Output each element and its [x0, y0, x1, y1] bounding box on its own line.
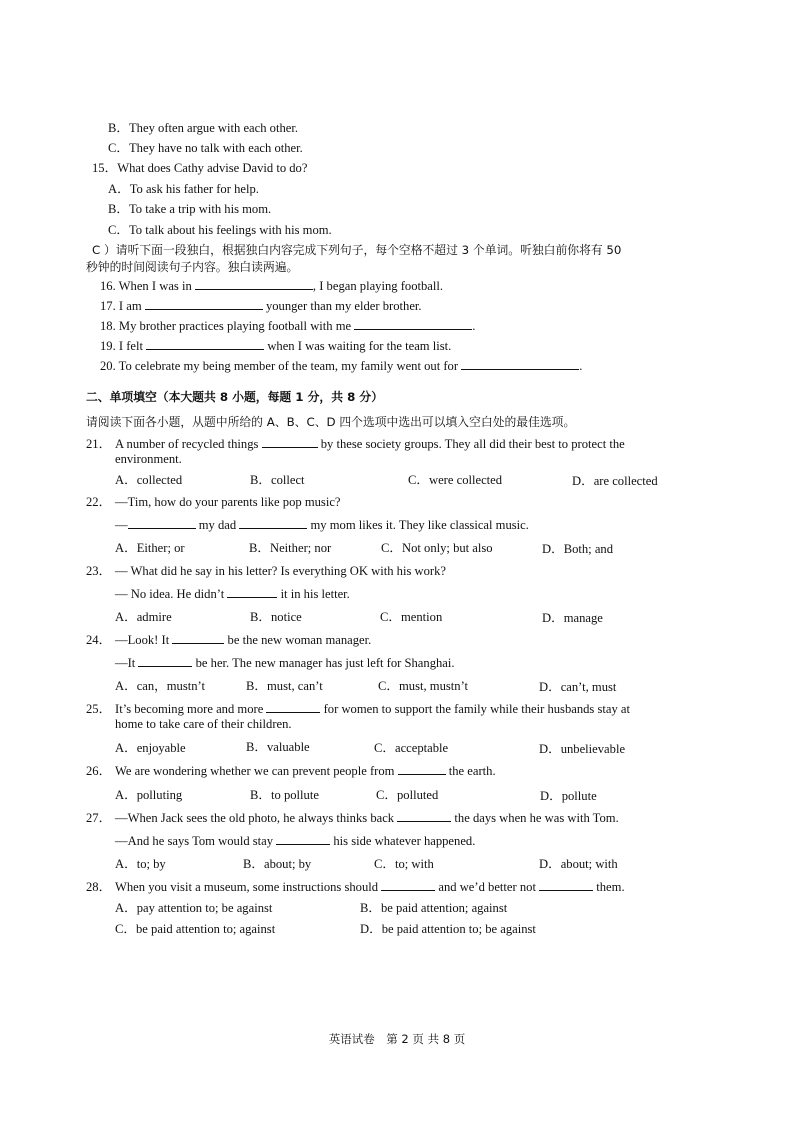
q27-option-b[interactable]: B．about; by [243, 857, 312, 871]
q24-option-d[interactable]: D．can’t, must [539, 680, 617, 694]
page-footer: 英语试卷 第 2 页 共 8 页 [328, 1032, 466, 1046]
section-c-instruction-line2: 秒钟的时间阅读句子内容。独白读两遍。 [86, 260, 299, 274]
q24-blank-2[interactable] [138, 655, 192, 667]
q28-blank-1[interactable] [381, 879, 435, 891]
q19-text-start: 19. I felt [100, 339, 144, 353]
q21-option-a[interactable]: A．collected [115, 473, 183, 487]
q21-option-c[interactable]: C．were collected [408, 473, 503, 487]
q23-text-end: it in his letter. [280, 587, 350, 601]
q22-line2 [115, 517, 529, 533]
q27-blank-1[interactable] [397, 810, 451, 822]
q19-line [100, 338, 451, 354]
q20-text-end: . [579, 359, 583, 373]
q27-text2-end: his side whatever happened. [333, 834, 476, 848]
q26-line1 [115, 763, 496, 779]
q27-text-start: —When Jack sees the old photo, he always thinks back [115, 811, 395, 825]
q18-blank[interactable] [354, 318, 472, 330]
q22-line1: —Tim, how do your parents like pop music? [115, 495, 341, 509]
q21-text-end: by these society groups. They all did their best to protect the [320, 437, 625, 451]
q25-number: 25． [86, 702, 112, 716]
q27-line2 [115, 833, 475, 849]
q27-text2-start: —And he says Tom would stay [115, 834, 274, 848]
q21-option-d[interactable]: D．are collected [572, 474, 658, 488]
q26-blank[interactable] [398, 763, 446, 775]
q26-option-a[interactable]: A．polluting [115, 788, 183, 802]
q23-text-start: — No idea. He didn’t [115, 587, 225, 601]
q20-blank[interactable] [461, 358, 579, 370]
q24-text2-end: be her. The new manager has just left for Shanghai. [195, 656, 455, 670]
q27-line1 [115, 810, 619, 826]
q26-option-b[interactable]: B．to pollute [250, 788, 319, 802]
q22-number: 22． [86, 495, 112, 509]
q24-text-end: be the new woman manager. [227, 633, 372, 647]
q25-option-d[interactable]: D．unbelievable [539, 742, 626, 756]
q21-text-start: A number of recycled things [115, 437, 259, 451]
q20-text-start: 20. To celebrate my being member of the team, my family went out for [100, 359, 459, 373]
q22-option-b[interactable]: B．Neither; nor [249, 541, 332, 555]
q24-text-start: —Look! It [115, 633, 170, 647]
q17-blank[interactable] [145, 298, 263, 310]
q26-number: 26． [86, 764, 112, 778]
q25-text-start: It’s becoming more and more [115, 702, 264, 716]
q15-option-b: B．To take a trip with his mom. [108, 202, 272, 216]
q27-text-end: the days when he was with Tom. [454, 811, 619, 825]
q28-text-mid: and we’d better not [438, 880, 536, 894]
q19-text-end: when I was waiting for the team list. [267, 339, 452, 353]
part2-heading: 二、单项填空（本大题共 8 小题，每题 1 分，共 8 分） [86, 390, 384, 404]
q26-option-d[interactable]: D．pollute [540, 789, 597, 803]
q25-text-end: for women to support the family while their husbands stay at [323, 702, 630, 716]
q23-option-b[interactable]: B．notice [250, 610, 302, 624]
q25-line1 [115, 701, 630, 717]
q24-option-c[interactable]: C．must, mustn’t [378, 679, 469, 693]
q27-option-a[interactable]: A．to; by [115, 857, 166, 871]
q22-option-a[interactable]: A．Either; or [115, 541, 185, 555]
q22-option-d[interactable]: D．Both; and [542, 542, 614, 556]
q22-dash: — [115, 518, 128, 532]
q15-option-a: A．To ask his father for help. [108, 182, 259, 196]
q28-option-a[interactable]: A．pay attention to; be against [115, 901, 273, 915]
q25-blank[interactable] [266, 701, 320, 713]
q14-option-b: B．They often argue with each other. [108, 121, 299, 135]
q28-option-c[interactable]: C．be paid attention to; against [115, 922, 276, 936]
q18-text-end: . [472, 319, 476, 333]
q22-text-end: my mom likes it. They like classical music. [310, 518, 529, 532]
q28-line1 [115, 879, 625, 895]
q17-text-end: younger than my elder brother. [265, 299, 422, 313]
q25-option-a[interactable]: A．enjoyable [115, 741, 186, 755]
q17-text-start: 17. I am [100, 299, 142, 313]
q26-text-end: the earth. [448, 764, 496, 778]
q28-option-b[interactable]: B．be paid attention; against [360, 901, 508, 915]
q21-line1 [115, 436, 625, 452]
q17-line [100, 298, 422, 314]
q20-line [100, 358, 582, 374]
q23-number: 23． [86, 564, 112, 578]
q22-blank-1[interactable] [128, 517, 196, 529]
q25-option-c[interactable]: C．acceptable [374, 741, 449, 755]
q18-line [100, 318, 475, 334]
q24-option-b[interactable]: B．must, can’t [246, 679, 323, 693]
q22-option-c[interactable]: C．Not only; but also [381, 541, 493, 555]
q24-option-a[interactable]: A．can，mustn’t [115, 679, 206, 693]
q25-line2: home to take care of their children. [115, 717, 292, 731]
q19-blank[interactable] [146, 338, 264, 350]
part2-instruction: 请阅读下面各小题，从题中所给的 A、B、C、D 四个选项中选出可以填入空白处的最佳选项。 [86, 415, 576, 429]
q15-option-c: C．To talk about his feelings with his mom. [108, 223, 332, 237]
q23-option-c[interactable]: C．mention [380, 610, 443, 624]
q24-line2 [115, 655, 455, 671]
q21-line2: environment. [115, 452, 182, 466]
q27-number: 27． [86, 811, 112, 825]
q28-option-d[interactable]: D．be paid attention to; be against [360, 922, 536, 936]
q28-text-start: When you visit a museum, some instructions should [115, 880, 379, 894]
q28-number: 28． [86, 880, 112, 894]
q22-text-mid: my dad [198, 518, 237, 532]
q28-text-end: them. [596, 880, 625, 894]
q23-option-a[interactable]: A．admire [115, 610, 172, 624]
q27-option-d[interactable]: D．about; with [539, 857, 618, 871]
q24-text2-start: —It [115, 656, 136, 670]
q21-blank[interactable] [262, 436, 318, 448]
q21-number: 21． [86, 437, 112, 451]
q26-text-start: We are wondering whether we can prevent people from [115, 764, 395, 778]
q18-text-start: 18. My brother practices playing football with me [100, 319, 352, 333]
q24-blank-1[interactable] [172, 632, 224, 644]
q26-option-c[interactable]: C．polluted [376, 788, 439, 802]
q22-blank-2[interactable] [239, 517, 307, 529]
q23-line1: — What did he say in his letter? Is everything OK with his work? [115, 564, 446, 578]
q28-blank-2[interactable] [539, 879, 593, 891]
section-c-instruction-line1: C ）请听下面一段独白，根据独白内容完成下列句子，每个空格不超过 3 个单词。听独白前你将有 50 [92, 243, 622, 257]
q25-option-b[interactable]: B．valuable [246, 740, 310, 754]
q16-text-start: 16. When I was in [100, 279, 192, 293]
q24-number: 24． [86, 633, 112, 647]
q23-option-d[interactable]: D．manage [542, 611, 603, 625]
q21-option-b[interactable]: B．collect [250, 473, 305, 487]
q27-blank-2[interactable] [276, 833, 330, 845]
q15-stem: 15．What does Cathy advise David to do? [92, 161, 308, 175]
q24-line1 [115, 632, 371, 648]
q16-line [100, 278, 443, 294]
q23-blank[interactable] [227, 586, 277, 598]
q16-blank[interactable] [195, 278, 313, 290]
q27-option-c[interactable]: C．to; with [374, 857, 434, 871]
q14-option-c: C．They have no talk with each other. [108, 141, 303, 155]
q23-line2 [115, 586, 350, 602]
q16-text-end: , I began playing football. [312, 279, 444, 293]
